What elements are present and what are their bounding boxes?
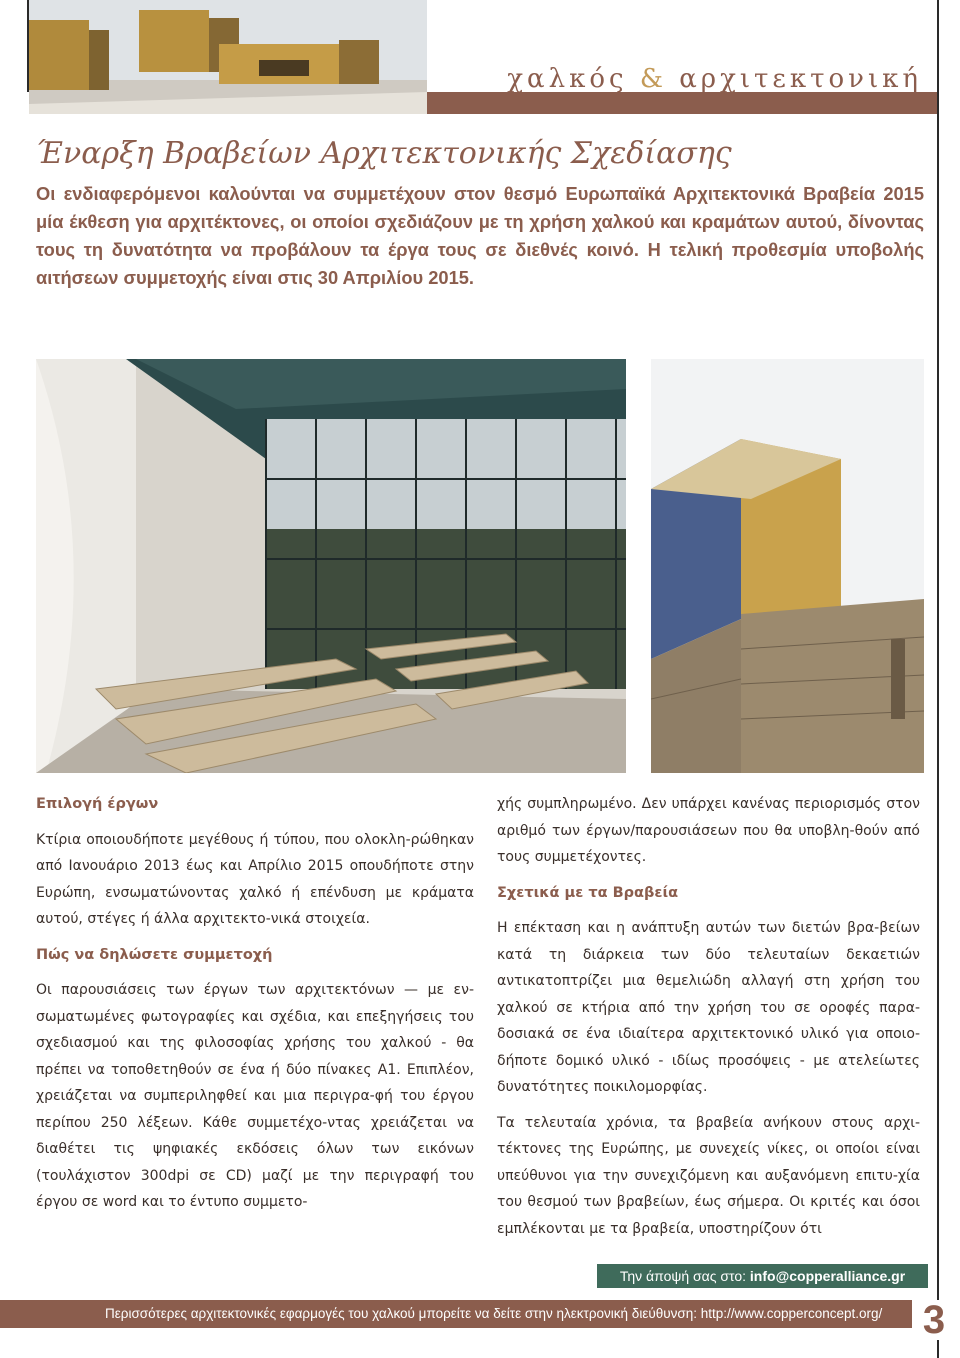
paragraph-entry-continued: χής συμπληρωμένο. Δεν υπάρχει κανένας περιορισμός στον αριθμό των έργων/παρουσιάσεων που θα υποβλη-θούν από τους συμμετέχοντες. <box>497 796 920 865</box>
contact-banner <box>597 1264 928 1288</box>
paragraph-about-awards: Η επέκταση και η ανάπτυξη αυτών των διετών βρα-βείων κατά τη διάρκεια των δύο τελευταίων δεκαετιών αντικατοπτρίζει μια θεμελιώδη αλλαγή στη χρήση του χαλκού σε κτήρια από την χρήση του σε οροφές παρα-δοσιακά σε ένα ιδιαίτερα αρχιτεκτονικό υλικό για οποιο-δήποτε δομικό υλικό - ιδίως προσόψεις - με ατελείωτες δυνατότητες ποικιλομορφίας. <box>497 920 920 1095</box>
left-column <box>36 791 474 1225</box>
right-column <box>497 791 920 1251</box>
heading-about-awards: Σχετικά με τα Βραβεία <box>497 884 679 901</box>
article-intro: Οι ενδιαφερόμενοι καλούνται να συμμετέχουν στον θεσμό Ευρωπαϊκά Αρχιτεκτονικά Βραβεία 2015 μία έκθεση για αρχιτέκτονες, οι οποίοι σχεδιάζουν με τη χρήση χαλκού και κραμάτων αυτού, δίνοντας τους τη δυνατότητα να προβάλουν τα έργα τους σε διεθνές κοινό. Η τελική προθεσμία υποβολής αιτήσεων συμμετοχής είναι στις 30 Απριλίου 2015. <box>36 183 924 288</box>
heading-how-to-enter: Πώς να δηλώσετε συμμετοχή <box>36 946 273 963</box>
footer-text: Περισσότερες αρχιτεκτονικές εφαρμογές του χαλκού μπορείτε να δείτε στην ηλεκτρονική διεύθυνση: http://www.copperconcept.org/ <box>105 1306 883 1321</box>
heading-project-selection: Επιλογή έργων <box>36 796 159 812</box>
contact-label: Την άποψή σας στο: <box>619 1268 750 1284</box>
header-building-photo <box>29 0 427 114</box>
paragraph-project-selection: Κτίρια οποιουδήποτε μεγέθους ή τύπου, που ολοκλη-ρώθηκαν από Ιανουάριο 2013 έως και Απρίλιο 2015 οπουδήποτε στην Ευρώπη, ενσωματώνοντας χαλκό ή επένδυση με κράματα αυτού, στέγες ή άλλα αρχιτεκτο-νικά στοιχεία. <box>36 831 474 927</box>
frame-line-right <box>937 0 939 1358</box>
contact-email-link[interactable]: info@copperalliance.gr <box>749 1268 906 1284</box>
chapel-interior-photo <box>36 359 626 773</box>
paragraph-recent-years: Τα τελευταία χρόνια, τα βραβεία ανήκουν στους αρχι-τέκτονες της Ευρώπης, με συνεχείς νίκες, οι οποίοι είναι υπεύθυνοι για την συνεχιζόμενη και αυξανόμενη επιτυ-χία του θεσμού των βραβείων, έως σήμερα. Οι κριτές και όσοι εμπλέκονται με τα βραβεία, υποστηρίζουν ότι <box>497 1114 920 1237</box>
section-title-copper: χαλκός <box>507 64 628 94</box>
section-title-ampersand: & <box>639 64 667 94</box>
section-title-architecture: αρχιτεκτονική <box>679 64 922 94</box>
page-number: 3 <box>912 1300 956 1340</box>
article-heading: Έναρξη Βραβείων Αρχιτεκτονικής Σχεδίασης <box>36 136 732 171</box>
paragraph-how-to-enter: Οι παρουσιάσεις των έργων των αρχιτεκτόνων — με εν-σωματωμένες φωτογραφίες και σχέδια, και επεξηγήσεις του σχεδιασμού και της φιλοσοφίας χρήσης του χαλκού - θα πρέπει να τοποθετηθούν σε ένα ή δύο πίνακες Α1. Επιπλέον, χρειάζεται να συμπεριληφθεί και μια περιγρα-φή του έργου περίπου 250 λέξεων. Κάθε συμμετέχο-ντας χρειάζεται να διαθέτει τις ψηφιακές εκδόσεις όλων των εικόνων (τουλάχιστον 300dpi σε CD) μαζί με την περιγραφή του έργου σε word και το έντυπο συμμετο- <box>36 982 474 1210</box>
synagogue-exterior-photo <box>651 359 924 773</box>
section-title <box>507 64 922 94</box>
